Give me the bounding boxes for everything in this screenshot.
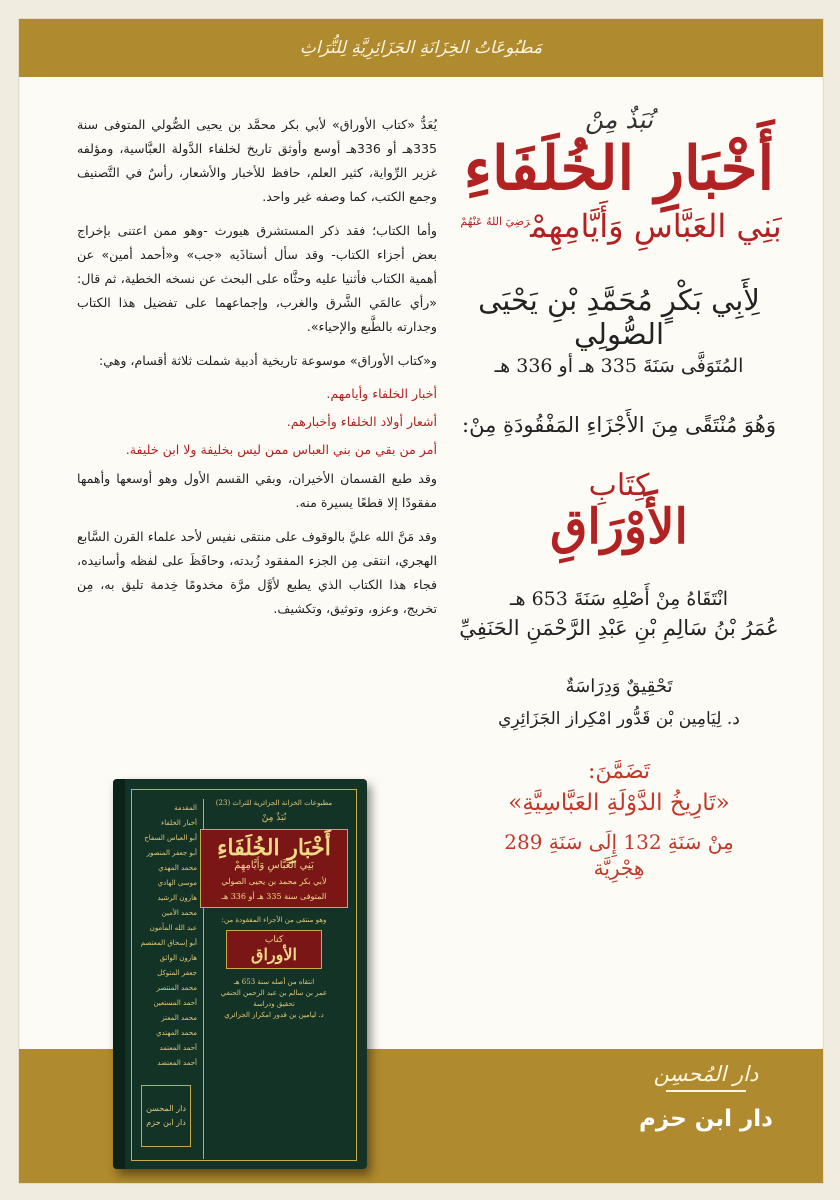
dar-ibn-hazm-logo: دار ابن حزم (639, 1106, 773, 1132)
book-contents-list (133, 799, 203, 1073)
section-item-2: أشعار أولاد الخلفاء وأخبارهم. (286, 414, 437, 429)
book-contents-item: أحمد المعتمد (159, 1044, 197, 1052)
subtitle (433, 207, 805, 245)
book-contents-item: جعفر المتوكل (157, 969, 197, 977)
book-footer-text (199, 977, 349, 1021)
book-awraq: الأوراق (251, 945, 297, 965)
book-contents-item: محمد المعتز (161, 1014, 197, 1022)
nubadh-label: نُبَذٌ مِنْ (585, 105, 653, 134)
selection-date: انْتَقَاهُ مِنْ أَصْلِهِ سَنَةَ 653 هـ (509, 588, 729, 611)
book-contents-item: أبو العباس السفاح (144, 834, 197, 842)
book-contents-item: هارون الواثق (159, 954, 197, 962)
book-contents-item: هارون الرشيد (157, 894, 197, 902)
book-contents-item: المقدمة (174, 804, 197, 812)
book-died: المتوفى سنة 335 هـ أو 336 هـ (221, 892, 327, 902)
awraq-title: الأَوْرَاقِ (550, 499, 688, 556)
book-contents-item: أحمد المستعين (153, 999, 197, 1007)
book-pub-2: دار ابن حزم (146, 1118, 186, 1127)
contains-label: تَضَمَّنَ: (587, 759, 651, 785)
book-title-panel (200, 829, 348, 908)
desc-paragraph-3: و«كتاب الأوراق» موسوعة تاريخية أدبية شملت ثلاثة أقسام، وهي: (98, 353, 437, 368)
book-foot-4: د. ليامين بن قدور امكراز الجزائري (224, 1011, 324, 1020)
main-title: أَخْبَارِ الخُلَفَاءِ (463, 134, 775, 204)
page-frame (18, 18, 824, 1184)
book-title: أَخْبَارِ الخُلَفَاءِ (217, 835, 331, 861)
description-block (77, 113, 437, 631)
honorific: رَضِيَ اللهُ عَنْهُمْ (460, 215, 531, 229)
book-foot-1: انتقاه من أصله سنة 653 هـ (233, 978, 315, 987)
book-contents-item: عبد الله المأمون (149, 924, 197, 932)
book-subtitle: بَنِي العَبَّاسِ وَأَيَّامِهِمْ (234, 860, 314, 872)
section-item-3: أمر من بقي من بني العباس ممن ليس بخليفة ولا ابن خليفة. (125, 442, 437, 457)
subtitle-text: بَنِي العَبَّاسِ وَأَيَّامِهِمْ (530, 207, 782, 245)
book-contents-item: أبو جعفر المنصور (146, 849, 197, 857)
book-cover-image (113, 779, 367, 1169)
lost-parts-label: وَهُوَ مُنْتَقًى مِنَ الأَجْزَاءِ المَفْقُودَةِ مِنْ: (462, 413, 776, 438)
series-band (19, 19, 823, 77)
book-lost: وهو منتقى من الأجزاء المفقودة من: (221, 916, 327, 925)
book-kitab-panel (226, 930, 322, 969)
author-name: لِأَبِي بَكْرٍ مُحَمَّدِ بْنِ يَحْيَى الصُّولِي (478, 283, 760, 352)
editor-name: د. لِيَامِين بْن قَدُّور امْكِراز الجَزَائِرِي (498, 709, 740, 730)
cover-title-block (433, 105, 805, 880)
book-contents-item: محمد المهدي (158, 864, 197, 872)
series-title: مَطبُوعَاتُ الخِزَانَةِ الجَزَائِرِيَّةِ لِلتُّرَاثِ (299, 38, 543, 58)
year-range: مِنْ سَنَةِ 132 إِلَى سَنَةِ 289 (504, 830, 734, 855)
hijri-label: هِجْرِيَّة (593, 856, 645, 881)
logo-divider (666, 1090, 746, 1092)
book-title-area (199, 799, 349, 1021)
tahqiq-label: تَحْقِيقٌ وَدِرَاسَةٌ (565, 676, 673, 698)
dar-al-mohsin-logo: دار المُحسِن (653, 1062, 759, 1086)
book-contents-item: أبو إسحاق المعتصم (140, 939, 197, 947)
book-pub-1: دار المحسن (146, 1104, 186, 1113)
book-spine (113, 779, 125, 1169)
book-contents-item: أحمد المعتضد (157, 1059, 197, 1067)
history-title: «تَارِيخُ الدَّوْلَةِ العَبَّاسِيَّةِ» (508, 790, 730, 817)
desc-paragraph-5: وقد مَنَّ الله عليَّ بالوقوف على منتقى نفيس لأحد علماء القرن السَّابع الهجري، انتقى مِن الجزء المفقود زُبدته، وحافَظَ على لفظه وأسانيده، فجاء هذا الكتاب الذي يطبع لأوَّل مرَّة مخدومًا خِدمة تليق به، مِن تخريج، وعزو، وتوثيق، وتكشيف. (77, 529, 437, 616)
book-publisher-box (141, 1085, 191, 1147)
death-date: المُتَوَفَّى سَنَةَ 335 هـ أو 336 هـ (494, 355, 744, 378)
book-foot-3: تحقيق ودراسة (253, 1000, 295, 1009)
book-kitab: كتاب (264, 935, 284, 946)
book-contents-item: أخبار الخلفاء (160, 819, 197, 827)
kitab-label: كِتَابِ (588, 468, 650, 504)
book-nubadh: نُبَذٌ مِنْ (261, 813, 287, 823)
desc-paragraph-4: وقد طبع القسمان الأخيران، وبقي القسم الأول وهو أوسعها وأهمها مفقودًا إلا قطعًا يسيرة منه. (77, 471, 437, 510)
desc-paragraph-2: وأما الكتاب؛ فقد ذكر المستشرق هيورث -وهو ممن اعتنى بإخراج بعض أجزاء الكتاب- وقد سأل أستاذَيه «جب» و«أحمد أمين» عن أهمية الكتاب فأثنيا عليه وحثَّاه على البحث عن نسخه الخطية، ثم قال: «رأي عالمَي الشَّرق والغرب، وإجماعهما على تفضيل هذا الكتاب وجدارته بالطَّبع والإحياء». (77, 223, 437, 334)
section-item-1: أخبار الخلفاء وأيامهم. (326, 386, 437, 401)
book-author: لأبي بكر محمد بن يحيى الصولي (221, 877, 327, 887)
desc-paragraph-1: يُعَدُّ «كتاب الأوراق» لأبي بكر محمَّد بن يحيى الصُّولي المتوفى سنة 335هـ أو 336هـ أوسع وأوثق تاريخ لخلفاء الدَّولة العبَّاسية، ومؤلفه غزير الرِّواية، كثير العلم، حافظ للأخبار والأشعار، رأسٌ في التَّصنيف وجمع الكتب، كما وصفه غير واحد. (77, 117, 438, 204)
publisher-logos (621, 1062, 791, 1132)
book-foot-2: عمر بن سالم بن عبد الرحمن الحنفي (220, 989, 328, 998)
book-contents-item: موسى الهادي (157, 879, 197, 887)
book-contents-item: محمد المهتدي (156, 1029, 197, 1037)
selector-name: عُمَرُ بْنُ سَالِمِ بْنِ عَبْدِ الرَّحْمَنِ الحَنَفِيِّ (459, 616, 779, 641)
book-series: مطبوعات الخزانة الجزائرية للتراث (23) (215, 799, 333, 807)
book-contents-item: محمد الأمين (161, 909, 197, 917)
book-contents-item: محمد المنتصر (156, 984, 197, 992)
